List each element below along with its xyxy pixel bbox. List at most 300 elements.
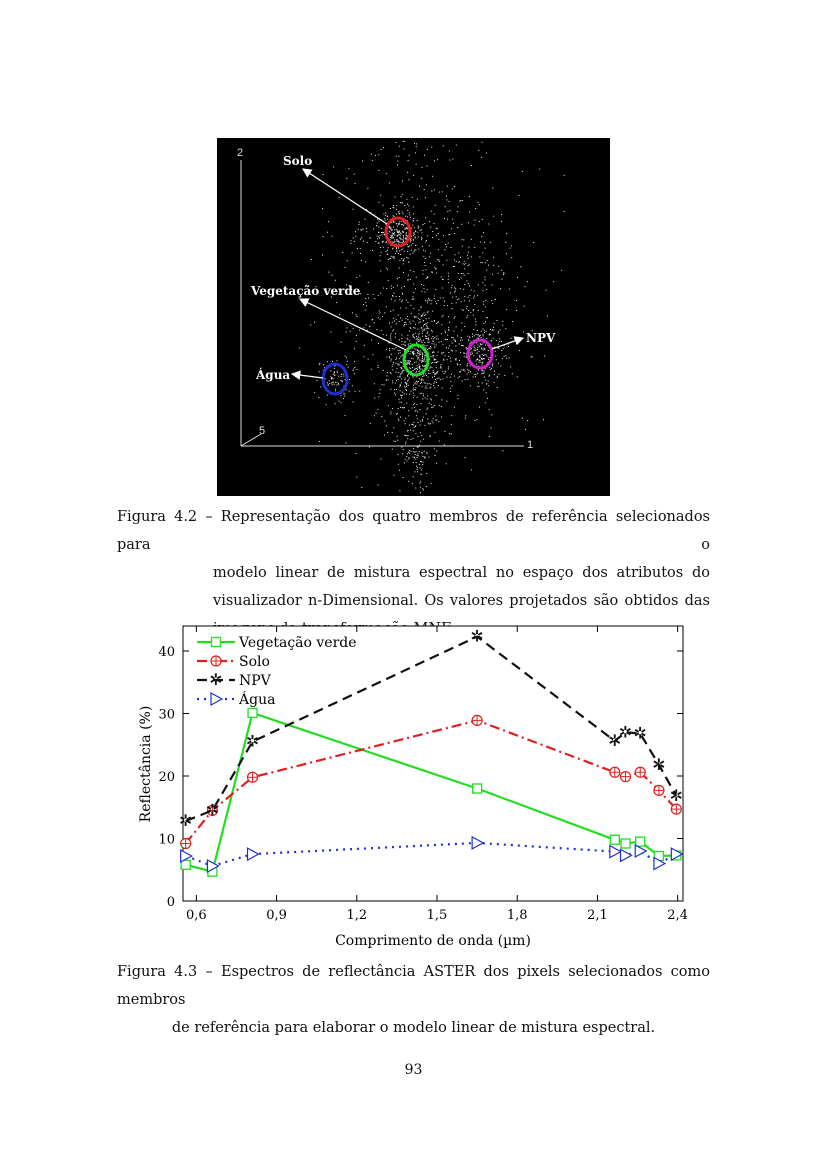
scatter-point [497, 387, 498, 388]
scatter-point [403, 272, 404, 273]
scatter-point [415, 288, 416, 289]
scatter-point [468, 339, 469, 340]
scatter-point [434, 298, 435, 299]
scatter-point [418, 314, 419, 315]
scatter-point [438, 352, 439, 353]
scatter-point [413, 321, 414, 322]
scatter-point [329, 380, 330, 381]
scatter-point [444, 301, 445, 302]
scatter-point [323, 174, 324, 175]
scatter-point [417, 469, 418, 470]
scatter-point [483, 358, 484, 359]
scatter-point [427, 349, 428, 350]
scatter-point [332, 275, 333, 276]
scatter-point [457, 211, 458, 212]
scatter-point [423, 344, 424, 345]
scatter-point [427, 342, 428, 343]
scatter-point [399, 231, 400, 232]
scatter-point [412, 424, 413, 425]
scatter-point [332, 361, 333, 362]
scatter-point [339, 401, 340, 402]
scatter-point [386, 288, 387, 289]
scatter-point [391, 288, 392, 289]
scatter-point [387, 372, 388, 373]
scatter-point [413, 175, 414, 176]
scatter-point [435, 420, 436, 421]
scatter-point [478, 310, 479, 311]
scatter-point [489, 357, 490, 358]
scatter-point [333, 382, 334, 383]
scatter-point [360, 253, 361, 254]
scatter-point [390, 311, 391, 312]
scatter-point [460, 371, 461, 372]
x-tick-label: 1,5 [426, 908, 448, 923]
scatter-point [407, 362, 408, 363]
scatter-point [390, 372, 391, 373]
scatter-point [417, 453, 418, 454]
scatter-point [482, 354, 483, 355]
scatter-point [328, 221, 329, 222]
scatter-point [495, 351, 496, 352]
scatter-point [451, 308, 452, 309]
data-point [248, 772, 258, 782]
scatter-point [417, 382, 418, 383]
scatter-point [468, 372, 469, 373]
scatter-point [546, 290, 547, 291]
scatter-point [404, 205, 405, 206]
scatter-point [359, 330, 360, 331]
scatter-point [474, 350, 475, 351]
scatter-point [429, 342, 430, 343]
scatter-point [395, 300, 396, 301]
scatter-point [460, 288, 461, 289]
scatter-point [425, 292, 426, 293]
scatter-point [469, 196, 470, 197]
scatter-point [328, 272, 329, 273]
scatter-point [350, 240, 351, 241]
scatter-point [406, 233, 407, 234]
scatter-point [479, 356, 480, 357]
scatter-point [340, 380, 341, 381]
scatter-point [436, 338, 437, 339]
scatter-point [334, 384, 335, 385]
scatter-point [509, 357, 510, 358]
scatter-point [414, 395, 415, 396]
scatter-point [393, 310, 394, 311]
scatter-point [424, 315, 425, 316]
scatter-point [425, 397, 426, 398]
scatter-point [409, 321, 410, 322]
scatter-point [448, 276, 449, 277]
scatter-point [415, 425, 416, 426]
scatter-point [431, 211, 432, 212]
scatter-point [426, 240, 427, 241]
scatter-point [410, 343, 411, 344]
scatter-point [395, 142, 396, 143]
scatter-point [417, 471, 418, 472]
scatter-point [414, 250, 415, 251]
scatter-point [421, 306, 422, 307]
scatter-point [397, 239, 398, 240]
scatter-point [396, 251, 397, 252]
scatter-point [481, 373, 482, 374]
scatter-point [436, 273, 437, 274]
scatter-point [413, 283, 414, 284]
scatter-point [401, 335, 402, 336]
scatter-point [423, 274, 424, 275]
scatter-point [468, 297, 469, 298]
scatter-point [483, 301, 484, 302]
scatter-point [393, 215, 394, 216]
scatter-point [374, 398, 375, 399]
scatter-point [326, 404, 327, 405]
scatter-point [442, 316, 443, 317]
scatter-point [424, 330, 425, 331]
scatter-point [338, 376, 339, 377]
scatter-point [451, 247, 452, 248]
scatter-point [408, 363, 409, 364]
scatter-point [310, 325, 311, 326]
scatter-point [415, 368, 416, 369]
scatter-point [417, 232, 418, 233]
scatter-point [498, 348, 499, 349]
scatter-point [420, 468, 421, 469]
scatter-point [473, 377, 474, 378]
scatter-point [425, 324, 426, 325]
scatter-point [523, 331, 524, 332]
scatter-point [418, 337, 419, 338]
scatter-point [468, 265, 469, 266]
scatter-point [398, 364, 399, 365]
scatter-point [448, 273, 449, 274]
scatter-point [354, 361, 355, 362]
scatter-point [422, 386, 423, 387]
scatter-point [417, 199, 418, 200]
scatter-point [423, 285, 424, 286]
axis-5-label: 5 [259, 425, 266, 437]
scatter-point [356, 477, 357, 478]
scatter-point [405, 387, 406, 388]
scatter-point [442, 279, 443, 280]
scatter-point [429, 383, 430, 384]
scatter-point [501, 350, 502, 351]
scatter-point [401, 221, 402, 222]
agua-cluster-ellipse [323, 364, 347, 394]
scatter-point [382, 316, 383, 317]
scatter-point [480, 357, 481, 358]
scatter-point [400, 390, 401, 391]
scatter-point [485, 248, 486, 249]
scatter-point [381, 252, 382, 253]
scatter-point [435, 205, 436, 206]
scatter-point [444, 218, 445, 219]
scatter-point [399, 234, 400, 235]
scatter-point [405, 459, 406, 460]
scatter-point [424, 342, 425, 343]
scatter-point [483, 232, 484, 233]
scatter-point [416, 317, 417, 318]
scatter-point [426, 269, 427, 270]
scatter-point [424, 223, 425, 224]
scatter-point [412, 243, 413, 244]
scatter-point [410, 254, 411, 255]
scatter-point [421, 167, 422, 168]
scatter-point [403, 240, 404, 241]
scatter-point [476, 374, 477, 375]
agua-arrow [292, 374, 323, 378]
scatter-point [440, 379, 441, 380]
scatter-point [398, 224, 399, 225]
scatter-point [392, 331, 393, 332]
scatter-point [417, 338, 418, 339]
scatter-point [408, 262, 409, 263]
scatter-point [392, 380, 393, 381]
scatter-point [409, 353, 410, 354]
scatter-point [430, 436, 431, 437]
scatter-point [431, 356, 432, 357]
scatter-point [493, 257, 494, 258]
scatter-point [490, 369, 491, 370]
legend-label: Solo [239, 654, 270, 670]
scatter-point [425, 361, 426, 362]
scatter-point [430, 388, 431, 389]
scatter-point [449, 210, 450, 211]
scatter-point [466, 357, 467, 358]
scatter-point [402, 341, 403, 342]
scatter-point [421, 379, 422, 380]
scatter-point [330, 371, 331, 372]
scatter-point [456, 350, 457, 351]
scatter-point [422, 314, 423, 315]
scatter-point [399, 402, 400, 403]
scatter-point [441, 367, 442, 368]
scatter-point [437, 355, 438, 356]
scatter-point [448, 368, 449, 369]
scatter-point [481, 157, 482, 158]
scatter-point [436, 451, 437, 452]
scatter-point [346, 327, 347, 328]
scatter-point [465, 379, 466, 380]
scatter-point [377, 238, 378, 239]
scatter-point [398, 231, 399, 232]
scatter-point [381, 232, 382, 233]
scatter-point [498, 363, 499, 364]
scatter-point [454, 259, 455, 260]
scatter-point [469, 264, 470, 265]
scatter-point [322, 255, 323, 256]
scatter-point [328, 384, 329, 385]
scatter-point [426, 336, 427, 337]
scatter-point [450, 388, 451, 389]
scatter-point [461, 337, 462, 338]
scatter-point [386, 379, 387, 380]
scatter-point [471, 290, 472, 291]
scatter-point [396, 223, 397, 224]
scatter-point [481, 344, 482, 345]
scatter-point [484, 377, 485, 378]
scatter-point [404, 286, 405, 287]
data-point [635, 767, 645, 777]
scatter-point [342, 252, 343, 253]
scatter-point [449, 322, 450, 323]
scatter-point [484, 354, 485, 355]
scatter-point [404, 386, 405, 387]
scatter-point [422, 336, 423, 337]
scatter-point [486, 383, 487, 384]
scatter-point [358, 224, 359, 225]
scatter-point [347, 260, 348, 261]
scatter-point [422, 360, 423, 361]
scatter-point [492, 188, 493, 189]
scatter-point [392, 432, 393, 433]
scatter-point [364, 345, 365, 346]
scatter-point [434, 344, 435, 345]
scatter-point [404, 325, 405, 326]
scatter-point [366, 228, 367, 229]
scatter-point [402, 372, 403, 373]
scatter-point [418, 322, 419, 323]
scatter-point [365, 219, 366, 220]
scatter-point [456, 296, 457, 297]
scatter-point [425, 387, 426, 388]
scatter-point [434, 267, 435, 268]
scatter-point [428, 311, 429, 312]
scatter-point [405, 418, 406, 419]
scatter-point [413, 462, 414, 463]
scatter-point [455, 346, 456, 347]
scatter-point [399, 358, 400, 359]
scatter-point [495, 299, 496, 300]
scatter-point [420, 383, 421, 384]
scatter-point [564, 175, 565, 176]
scatter-point [489, 409, 490, 410]
scatter-point [430, 253, 431, 254]
scatter-point [465, 263, 466, 264]
scatter-point [442, 288, 443, 289]
scatter-point [413, 451, 414, 452]
scatter-point [438, 421, 439, 422]
scatter-point [334, 371, 335, 372]
scatter-point [426, 452, 427, 453]
scatter-point [398, 419, 399, 420]
scatter-point [417, 369, 418, 370]
scatter-point [407, 216, 408, 217]
scatter-point [418, 381, 419, 382]
scatter-point [527, 420, 528, 421]
scatter-point [411, 236, 412, 237]
scatter-point [397, 285, 398, 286]
scatter-point [423, 462, 424, 463]
scatter-point [409, 378, 410, 379]
scatter-point [439, 441, 440, 442]
scatter-point [501, 341, 502, 342]
scatter-point [374, 415, 375, 416]
scatter-point [406, 300, 407, 301]
scatter-point [378, 367, 379, 368]
scatter-point [413, 448, 414, 449]
scatter-point [420, 350, 421, 351]
scatter-point [386, 173, 387, 174]
scatter-point [487, 398, 488, 399]
scatter-point [461, 224, 462, 225]
scatter-point [410, 327, 411, 328]
scatter-point [414, 369, 415, 370]
scatter-point [469, 295, 470, 296]
scatter-point [416, 336, 417, 337]
scatter-point [336, 302, 337, 303]
data-point: ✲ [470, 626, 484, 646]
scatter-point [363, 229, 364, 230]
scatter-point [434, 432, 435, 433]
scatter-point [408, 246, 409, 247]
scatter-point [316, 380, 317, 381]
scatter-point [403, 235, 404, 236]
scatter-point [387, 432, 388, 433]
data-point: ✲ [669, 786, 684, 805]
scatter-point [447, 186, 448, 187]
scatter-point [335, 403, 336, 404]
scatter-point [419, 366, 420, 367]
scatter-point [481, 370, 482, 371]
scatter-point [393, 329, 394, 330]
scatter-point [456, 145, 457, 146]
scatter-point [406, 199, 407, 200]
scatter-point [498, 333, 499, 334]
scatter-point [492, 365, 493, 366]
scatter-point [391, 299, 392, 300]
scatter-point [419, 186, 420, 187]
scatter-point [423, 325, 424, 326]
scatter-point [429, 256, 430, 257]
scatter-point [417, 359, 418, 360]
scatter-point [412, 253, 413, 254]
scatter-point [375, 241, 376, 242]
scatter-point [460, 200, 461, 201]
scatter-point [398, 156, 399, 157]
scatter-point [457, 363, 458, 364]
scatter-point [386, 425, 387, 426]
scatter-point [417, 419, 418, 420]
scatter-point [516, 310, 517, 311]
scatter-point [489, 375, 490, 376]
scatter-point [446, 347, 447, 348]
npv-arrow [492, 338, 523, 349]
scatter-point [401, 378, 402, 379]
solo-arrow [303, 169, 387, 224]
scatter-point [441, 324, 442, 325]
scatter-point [395, 197, 396, 198]
scatter-point [412, 408, 413, 409]
vegetacao-arrow [300, 299, 406, 350]
scatter-point [420, 461, 421, 462]
scatter-point [494, 323, 495, 324]
scatter-point [382, 384, 383, 385]
scatter-point [417, 384, 418, 385]
scatter-point [492, 363, 493, 364]
scatter-point [418, 227, 419, 228]
scatter-point [491, 368, 492, 369]
scatter-point [380, 235, 381, 236]
scatter-point [380, 247, 381, 248]
scatter-point [366, 231, 367, 232]
scatter-point [425, 357, 426, 358]
scatter-point [414, 353, 415, 354]
scatter-point-cloud [299, 141, 565, 493]
scatter-point [447, 377, 448, 378]
scatter-point [379, 242, 380, 243]
scatter-point [489, 335, 490, 336]
scatter-point [422, 419, 423, 420]
